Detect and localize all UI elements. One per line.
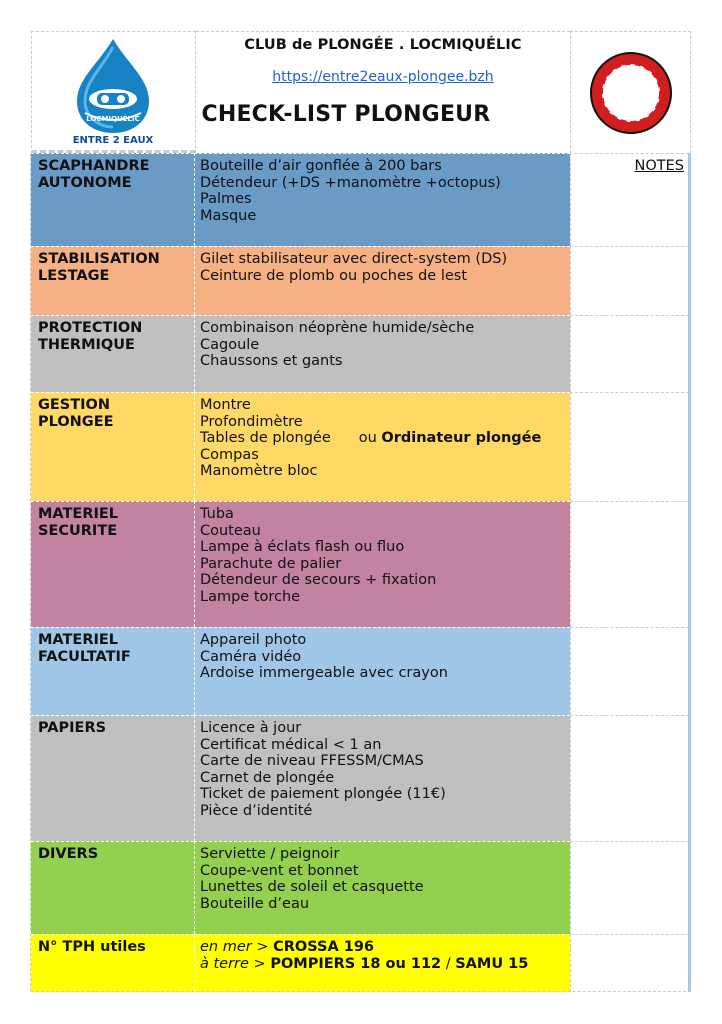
club-website-link[interactable]: https://entre2eaux-plongee.bzh <box>272 69 494 85</box>
checklist-item: Lunettes de soleil et casquette <box>200 879 424 896</box>
checklist-item: Profondimètre <box>200 413 303 430</box>
section-items <box>194 315 570 392</box>
section-title-line: THERMIQUE <box>38 336 135 353</box>
checklist-row <box>31 153 691 246</box>
checklist-row <box>31 627 691 715</box>
notes-cell[interactable] <box>570 153 689 246</box>
section-items <box>194 715 570 841</box>
alternative-prefix: ou <box>358 430 382 447</box>
notes-label: NOTES <box>634 158 684 174</box>
checklist-row <box>31 715 691 841</box>
checklist-sheet <box>31 31 691 992</box>
emergency-numbers <box>194 934 570 992</box>
header-titles <box>196 31 571 153</box>
checklist-row <box>31 501 691 627</box>
section-title-line: PLONGEE <box>38 413 114 430</box>
table-bottom-border <box>31 991 691 992</box>
notes-cell[interactable] <box>570 315 689 392</box>
checklist-item: Ardoise immergeable avec crayon <box>200 665 448 682</box>
notes-cell[interactable] <box>570 501 689 627</box>
club-logo <box>31 31 196 153</box>
checklist-item: Carnet de plongée <box>200 769 335 786</box>
section-items <box>194 246 570 315</box>
checklist-item: Caméra vidéo <box>200 648 302 665</box>
section-title <box>31 627 194 715</box>
section-title-line: STABILISATION <box>38 251 160 267</box>
checklist-item: Tables de plongée ou Ordinateur plongée <box>200 430 542 447</box>
sea-number: en mer > CROSSA 196 <box>200 939 375 955</box>
notes-cell[interactable] <box>570 841 689 934</box>
section-title <box>31 153 194 246</box>
section-title <box>31 715 194 841</box>
checklist-item: Certificat médical < 1 an <box>200 736 382 753</box>
checklist-item: Tuba <box>200 506 234 522</box>
section-title <box>31 315 194 392</box>
checklist-item: Pièce d’identité <box>200 802 313 819</box>
section-title-line: SECURITE <box>38 522 118 539</box>
checklist-item: Ceinture de plomb ou poches de lest <box>200 267 468 284</box>
checklist-item: Palmes <box>200 191 252 208</box>
notes-cell[interactable] <box>570 392 689 501</box>
checklist-item: Appareil photo <box>200 632 307 648</box>
land-number: à terre > POMPIERS 18 ou 112 / SAMU 15 <box>200 955 529 972</box>
section-items <box>194 841 570 934</box>
section-title-line: FACULTATIF <box>38 648 131 665</box>
section-title <box>31 392 194 501</box>
club-name: CLUB de PLONGÉE . LOCMIQUÉLIC <box>244 37 522 53</box>
checklist-item: Parachute de palier <box>200 555 342 572</box>
notes-cell[interactable] <box>570 246 689 315</box>
checklist-item: Détendeur (+DS +manomètre +octopus) <box>200 174 501 191</box>
section-items <box>194 627 570 715</box>
checklist-item: Montre <box>200 397 251 413</box>
section-title-line: DIVERS <box>38 846 99 862</box>
section-items <box>194 392 570 501</box>
notes-cell[interactable] <box>570 934 689 992</box>
checklist-row <box>31 315 691 392</box>
section-items <box>194 153 570 246</box>
checklist-sections <box>31 153 691 934</box>
checklist-item: Bouteille d’air gonflée à 200 bars <box>200 158 442 174</box>
section-title: N° TPH utiles <box>31 934 194 992</box>
section-title-line: AUTONOME <box>38 174 132 191</box>
checklist-item: Chaussons et gants <box>200 353 343 370</box>
checklist-item: Gilet stabilisateur avec direct-system (DS) <box>200 251 508 267</box>
section-title-line: GESTION <box>38 397 110 413</box>
checklist-item: Masque <box>200 207 257 224</box>
alternative-item: Ordinateur plongée <box>381 430 542 447</box>
section-title-line: PROTECTION <box>38 320 143 336</box>
checklist-item: Lampe à éclats flash ou fluo <box>200 539 405 556</box>
notes-cell[interactable] <box>570 715 689 841</box>
checklist-item: Combinaison néoprène humide/sèche <box>200 320 475 336</box>
section-title-line: MATERIEL <box>38 506 119 522</box>
checklist-item: Couteau <box>200 522 261 539</box>
checklist-row <box>31 841 691 934</box>
checklist-item: Compas <box>200 446 259 463</box>
checklist-item: Cagoule <box>200 336 260 353</box>
section-title-line: PAPIERS <box>38 720 107 736</box>
section-title-line: MATERIEL <box>38 632 119 648</box>
section-title <box>31 841 194 934</box>
emergency-numbers-row <box>31 934 691 992</box>
section-title-line: LESTAGE <box>38 267 110 284</box>
svg-text:LOCMIQUÉLIC: LOCMIQUÉLIC <box>86 115 140 123</box>
section-title-line: SCAPHANDRE <box>38 158 150 174</box>
checklist-item: Lampe torche <box>200 588 301 605</box>
header <box>31 31 691 153</box>
drop-logo-icon <box>63 35 163 147</box>
checklist-item: Ticket de paiement plongée (11€) <box>200 786 446 803</box>
checklist-item: Carte de niveau FFESSM/CMAS <box>200 753 424 770</box>
notes-cell[interactable] <box>570 627 689 715</box>
no-entry-sign <box>570 31 691 153</box>
checklist-row <box>31 246 691 315</box>
checklist-item: Bouteille d’eau <box>200 895 310 912</box>
checklist-row <box>31 392 691 501</box>
page-title: CHECK-LIST PLONGEUR <box>201 102 491 127</box>
prohibition-sign-icon <box>586 48 676 138</box>
checklist-item: Coupe-vent et bonnet <box>200 862 359 879</box>
section-title <box>31 501 194 627</box>
notes-column-border <box>688 153 691 991</box>
section-items <box>194 501 570 627</box>
svg-text:ENTRE 2 EAUX: ENTRE 2 EAUX <box>72 135 154 146</box>
section-title <box>31 246 194 315</box>
checklist-item: Serviette / peignoir <box>200 846 340 862</box>
checklist-item: Détendeur de secours + fixation <box>200 572 437 589</box>
checklist-item: Licence à jour <box>200 720 302 736</box>
checklist-item: Manomètre bloc <box>200 463 318 480</box>
